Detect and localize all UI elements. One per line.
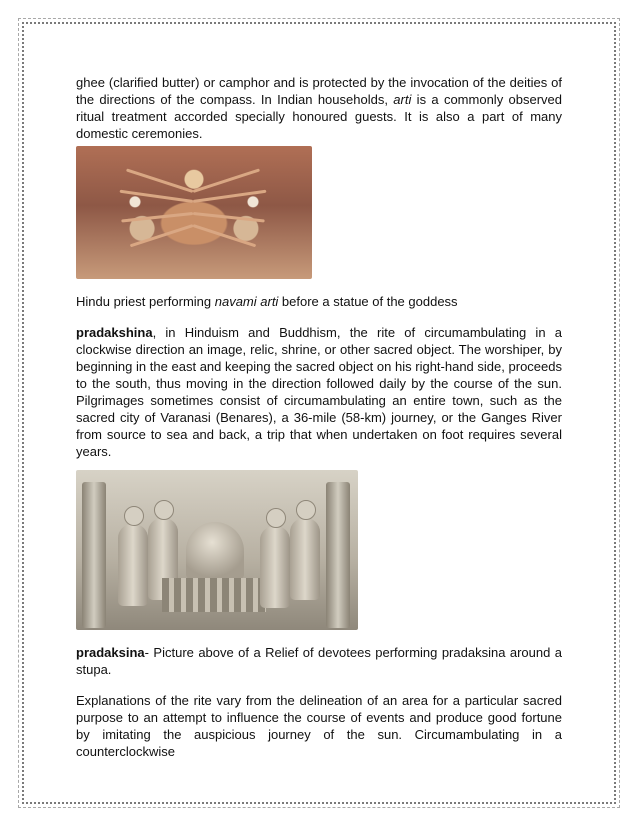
paragraph-arti-rest: is a commonly observed ritual treatment accorded specially honoured guests. It is also a part of many domestic ceremonies.	[76, 92, 562, 141]
paragraph-pradakshina-text: , in Hinduism and Buddhism, the rite of circumambulating in a clockwise direction an image, relic, shrine, or other sacred object. The worshiper, by beginning in the east and keeping the sacred object on his right-hand side, proceeds to the south, thus moving in the direction followed daily by the course of the sun. Pilgrimages sometimes consist of circumambulating an entire town, such as the sacred city of Varanasi (Benares), a 36-mile (58-km) journey, or the Ganges River from source to sea and back, a trip that when undertaken on foot requires several years.	[76, 325, 562, 459]
relief-pillar-shape	[326, 482, 350, 628]
paragraph-arti	[76, 74, 562, 142]
relief-devotee-head	[154, 500, 174, 520]
pradaksina-term: pradaksina	[76, 645, 145, 660]
relief-stupa-shape	[186, 522, 244, 580]
relief-devotee-head	[266, 508, 286, 528]
caption-navami-arti	[76, 293, 562, 310]
statue-arm-shape	[193, 212, 265, 223]
pradakshina-term: pradakshina	[76, 325, 153, 340]
statue-arm-shape	[193, 224, 257, 247]
statue-arm-shape	[121, 212, 193, 223]
statue-arm-shape	[120, 190, 194, 203]
caption-pradaksina	[76, 644, 562, 678]
relief-base-shape	[162, 578, 266, 612]
arti-term: arti	[393, 92, 412, 107]
relief-devotee-head	[296, 500, 316, 520]
stupa-relief-photo	[76, 470, 358, 630]
statue-arm-shape	[193, 190, 267, 203]
goddess-statue-photo	[76, 146, 312, 279]
paragraph-pradakshina	[76, 324, 562, 460]
relief-devotee-shape	[260, 526, 290, 608]
relief-pillar-shape	[82, 482, 106, 628]
caption2-text: - Picture above of a Relief of devotees performing pradaksina around a stupa.	[76, 645, 562, 677]
paragraph-explanations	[76, 692, 562, 760]
caption1-post-text: before a statue of the goddess	[278, 294, 458, 309]
relief-devotee-head	[124, 506, 144, 526]
navami-arti-term: navami arti	[214, 294, 279, 309]
document-body	[76, 74, 562, 760]
relief-devotee-shape	[290, 518, 320, 600]
statue-arm-shape	[130, 224, 194, 247]
relief-devotee-shape	[118, 524, 148, 606]
paragraph-explanations-text: Explanations of the rite vary from the delineation of an area for a particular sacred purpose to an attempt to influence the course of events and produce good fortune by imitating the auspicious journey of the sun. Circumambulating in a counterclockwise	[76, 693, 562, 759]
statue-arm-shape	[193, 168, 261, 192]
paragraph-arti-text: ghee (clarified butter) or camphor and is protected by the invocation of the deities of the directions of the compass. In Indian households,	[76, 75, 562, 107]
statue-arm-shape	[126, 168, 194, 192]
caption1-pre-text: Hindu priest performing	[76, 294, 215, 309]
